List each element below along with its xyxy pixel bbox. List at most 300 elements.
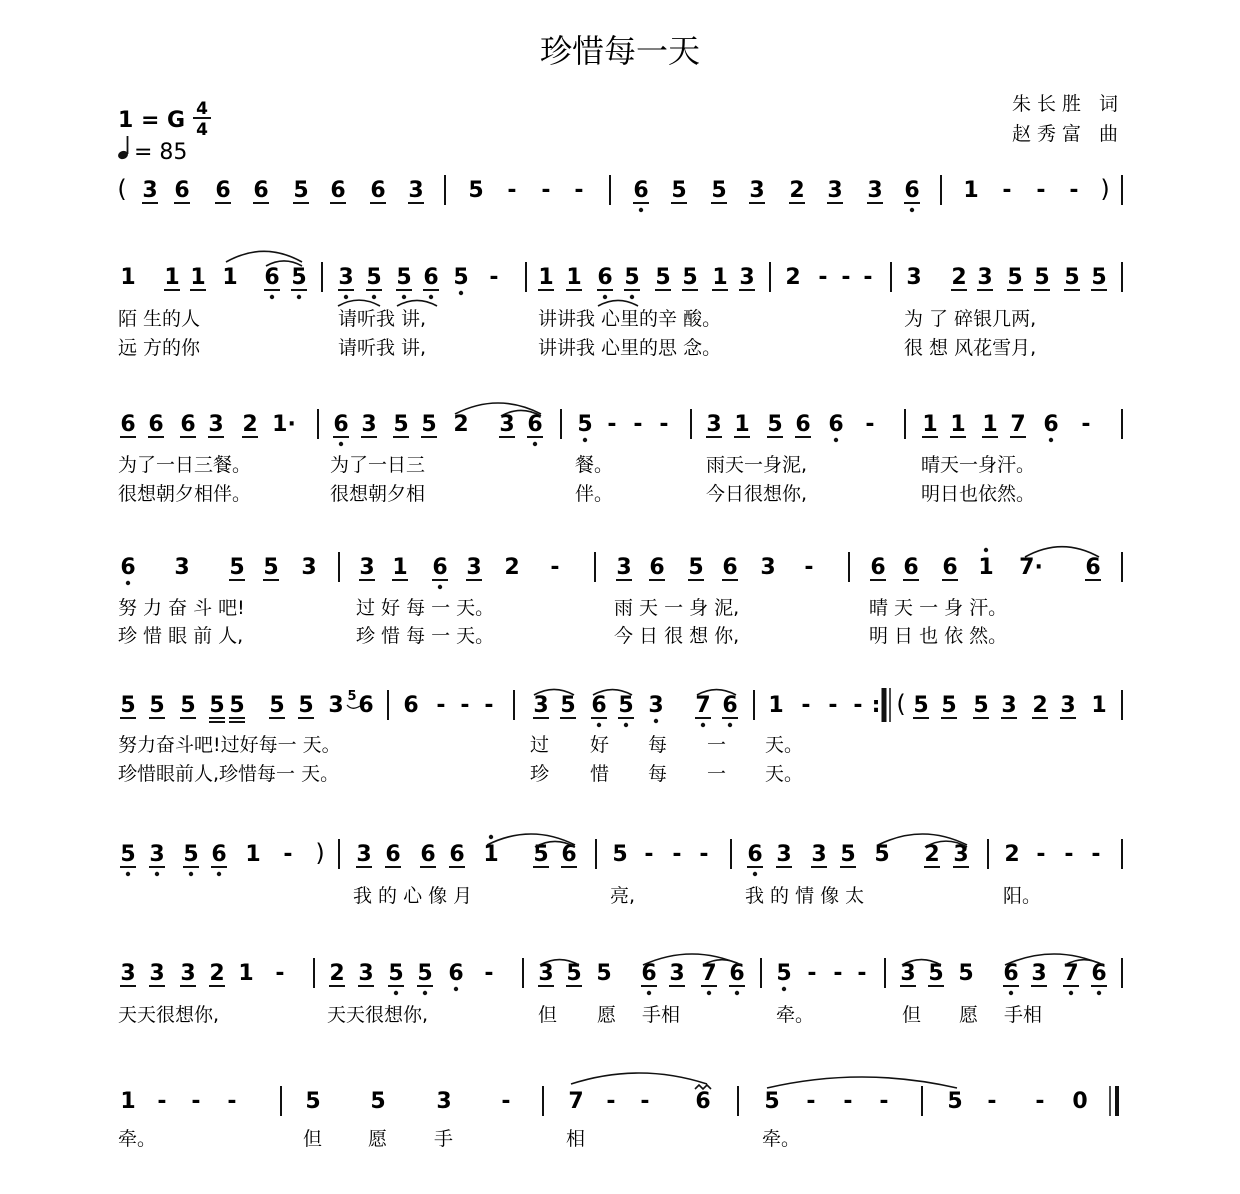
low-octave-dot <box>782 987 786 991</box>
note-digit: 6 <box>180 412 196 437</box>
note-digit: 6 <box>385 842 401 867</box>
lyric-verse-1: 手相 <box>1004 1004 1043 1026</box>
note-digit: 1 <box>922 412 938 437</box>
note-digit: 3 <box>1060 693 1076 718</box>
lyric-verse-1: 但 <box>538 1004 558 1026</box>
low-octave-dot <box>402 295 406 299</box>
lyric-verse-1: 晴 天 一 身 汗。 <box>869 597 1008 619</box>
low-octave-dot <box>735 991 739 995</box>
lyric-verse-1: 牵。 <box>776 1004 815 1026</box>
low-octave-dot <box>630 295 634 299</box>
note-digit: 1 <box>712 265 728 290</box>
sustain-dash: - <box>436 693 446 718</box>
note-digit: 5 <box>688 555 704 580</box>
lyric-verse-2: 每 <box>648 763 668 785</box>
note-digit: 5 <box>1007 265 1023 290</box>
note-digit: 3 <box>1001 693 1017 718</box>
low-octave-dot <box>423 991 427 995</box>
note-digit: 7 <box>1063 961 1079 986</box>
sustain-dash: - <box>818 265 828 290</box>
note-digit: 3 <box>669 961 685 986</box>
sustain-dash: - <box>1036 178 1046 203</box>
note-digit: 5 <box>263 555 279 580</box>
time-signature-top: 4 <box>196 99 208 119</box>
sustain-dash: - <box>484 961 494 986</box>
lyric-verse-2: 天。 <box>765 763 804 785</box>
note-digit: 1 <box>1091 693 1107 718</box>
note-digit: 6 <box>358 693 374 718</box>
note-digit: 2 <box>785 265 801 290</box>
note-digit: 5 <box>577 412 593 437</box>
lyric-verse-1: 阳。 <box>1003 885 1042 907</box>
note-digit: 3 <box>776 842 792 867</box>
slur-arc <box>397 300 437 306</box>
lyric-verse-2: 珍 <box>530 763 550 785</box>
lyric-verse-1: 晴天一身汗。 <box>921 454 1036 476</box>
sustain-dash: - <box>644 842 654 867</box>
bracket-mark: ) <box>1100 175 1110 203</box>
low-octave-dot <box>339 442 343 446</box>
note-digit: 6 <box>904 178 920 203</box>
sustain-dash: - <box>283 842 293 867</box>
note-digit: 3 <box>358 961 374 986</box>
note-digit: 3 <box>359 555 375 580</box>
note-digit: 5 <box>566 961 582 986</box>
low-octave-dot <box>910 208 914 212</box>
note-digit: 5 <box>973 693 989 718</box>
lyric-verse-1: 天天很想你, <box>327 1004 429 1026</box>
sustain-dash: - <box>801 693 811 718</box>
lyric-verse-2: 一 <box>707 763 727 785</box>
lyric-verse-1: 每 <box>648 734 668 756</box>
slur-arc <box>598 300 638 306</box>
note-digit: 5 <box>928 961 944 986</box>
note-digit: 6 <box>722 555 738 580</box>
sustain-dash: - <box>1002 178 1012 203</box>
score-system <box>118 958 1122 1026</box>
lyric-verse-1: 努 力 奋 斗 吧! <box>118 597 245 619</box>
low-octave-dot <box>1009 991 1013 995</box>
sustain-dash: - <box>987 1089 997 1114</box>
note-digit: 6 <box>527 412 543 437</box>
lyric-verse-2: 惜 <box>590 763 610 785</box>
sustain-dash: - <box>841 265 851 290</box>
note-digit: 1 <box>734 412 750 437</box>
sustain-dash: - <box>489 265 499 290</box>
note-digit: 6 <box>747 842 763 867</box>
note-digit: 1 <box>950 412 966 437</box>
note-digit: 5 <box>913 693 929 718</box>
note-digit: 5 <box>149 693 165 718</box>
note-digit: 1 <box>768 693 784 718</box>
low-octave-dot <box>583 438 587 442</box>
note-digit: 3 <box>827 178 843 203</box>
note-digit: 5 <box>1091 265 1107 290</box>
slur-arc <box>338 300 380 306</box>
note-digit: 0 <box>1072 1089 1088 1114</box>
score-systems <box>117 175 1122 1150</box>
low-octave-dot <box>728 723 732 727</box>
low-octave-dot <box>459 291 463 295</box>
lyric-verse-1: 我 的 心 像 月 <box>353 885 473 907</box>
note-digit: 3 <box>149 842 165 867</box>
note-digit: 6 <box>695 1089 711 1114</box>
note-digit: 3 <box>953 842 969 867</box>
sustain-dash: - <box>806 1089 816 1114</box>
low-octave-dot <box>189 872 193 876</box>
bracket-mark: ( <box>896 690 906 718</box>
note-digit: 5 <box>396 265 412 290</box>
note-digit: 5 <box>624 265 640 290</box>
lyric-verse-1: 陌 生的人 <box>118 308 201 330</box>
note-digit: 6 <box>120 412 136 437</box>
lyric-verse-1: 雨 天 一 身 泥, <box>614 597 740 619</box>
low-octave-dot <box>297 295 301 299</box>
note-digit: 3 <box>977 265 993 290</box>
note-digit: 1 <box>982 412 998 437</box>
note-digit: 6 <box>148 412 164 437</box>
lyric-verse-1: 雨天一身泥, <box>706 454 808 476</box>
sustain-dash: - <box>541 178 551 203</box>
lyric-verse-1: 为了一日三餐。 <box>118 454 252 476</box>
grace-note-digit: 5 <box>347 689 357 704</box>
note-digit: 3 <box>338 265 354 290</box>
low-octave-dot <box>1049 438 1053 442</box>
sustain-dash: - <box>606 1089 616 1114</box>
note-digit: 3 <box>867 178 883 203</box>
note-digit: 5 <box>533 842 549 867</box>
note-digit: 5 <box>298 693 314 718</box>
note-digit: 3 <box>208 412 224 437</box>
song-title: 珍惜每一天 <box>539 32 701 70</box>
note-digit: 3 <box>149 961 165 986</box>
lyric-verse-1: 餐。 <box>575 454 614 476</box>
note-digit: 2 <box>1032 693 1048 718</box>
note-digit: 6 <box>1085 555 1101 580</box>
note-digit: 5 <box>388 961 404 986</box>
low-octave-dot <box>834 438 838 442</box>
sustain-dash: - <box>157 1089 167 1114</box>
lyric-verse-1: 我 的 情 像 太 <box>745 885 865 907</box>
note-digit: 2 <box>504 555 520 580</box>
sustain-dash: - <box>640 1089 650 1114</box>
high-octave-dot <box>489 835 493 839</box>
note-digit: : <box>871 693 881 718</box>
sustain-dash: - <box>659 412 669 437</box>
note-digit: 3 <box>301 555 317 580</box>
low-octave-dot <box>597 723 601 727</box>
note-digit: 3 <box>499 412 515 437</box>
sustain-dash: - <box>843 1089 853 1114</box>
lyric-verse-2: 今 日 很 想 你, <box>614 625 740 647</box>
note-digit: 6 <box>649 555 665 580</box>
note-digit: 6 <box>420 842 436 867</box>
low-octave-dot <box>270 295 274 299</box>
quarter-note-icon <box>117 136 129 160</box>
note-digit: 5 <box>874 842 890 867</box>
note-digit: 5 <box>421 412 437 437</box>
sustain-dash: - <box>857 961 867 986</box>
score-system <box>118 1086 1117 1150</box>
note-digit: 1 <box>483 842 499 867</box>
lyric-verse-1: 请听我 讲, <box>338 308 427 330</box>
sustain-dash: - <box>833 961 843 986</box>
lyric-verse-2: 珍 惜 每 一 天。 <box>356 625 495 647</box>
note-digit: 1 <box>245 842 261 867</box>
low-octave-dot <box>429 295 433 299</box>
note-digit: 3 <box>142 178 158 203</box>
sustain-dash: - <box>1069 178 1079 203</box>
lyric-verse-1: 讲讲我 心里的辛 酸。 <box>538 308 722 330</box>
note-digit: 6 <box>370 178 386 203</box>
low-octave-dot <box>155 872 159 876</box>
note-digit: 1 <box>392 555 408 580</box>
lyric-verse-1: 好 <box>590 734 610 756</box>
sustain-dash: - <box>550 555 560 580</box>
note-digit: 6 <box>903 555 919 580</box>
lyric-verse-1: 天。 <box>765 734 804 756</box>
composer-credit: 赵秀富 曲 <box>1012 123 1125 145</box>
note-digit: 3 <box>408 178 424 203</box>
low-octave-dot <box>217 872 221 876</box>
sustain-dash: - <box>828 693 838 718</box>
note-digit: 6 <box>211 842 227 867</box>
note-digit: 7 <box>1010 412 1026 437</box>
note-digit: 5 <box>293 178 309 203</box>
note-digit: 5 <box>1064 265 1080 290</box>
note-digit: 6 <box>561 842 577 867</box>
note-digit: 6 <box>423 265 439 290</box>
sustain-dash: - <box>501 1089 511 1114</box>
lyric-verse-1: 相 <box>566 1128 586 1150</box>
note-digit: 3 <box>538 961 554 986</box>
sustain-dash: - <box>865 412 875 437</box>
note-digit: 6 <box>729 961 745 986</box>
note-digit: 5 <box>229 555 245 580</box>
sustain-dash: - <box>699 842 709 867</box>
note-digit: 5 <box>840 842 856 867</box>
note-digit: 2 <box>242 412 258 437</box>
lyric-verse-1: 过 <box>530 734 550 756</box>
note-digit: 1 <box>120 1089 136 1114</box>
note-digit: 5 <box>655 265 671 290</box>
note-digit: 5 <box>671 178 687 203</box>
lyric-verse-1: 亮, <box>610 885 636 907</box>
note-digit: 2 <box>924 842 940 867</box>
note-digit: 3 <box>120 961 136 986</box>
note-digit: 6 <box>432 555 448 580</box>
note-digit: 5 <box>269 693 285 718</box>
note-digit: 6 <box>330 178 346 203</box>
lyric-verse-2: 远 方的你 <box>118 337 201 359</box>
lyric-verse-1: 一 <box>707 734 727 756</box>
note-digit: 2 <box>329 961 345 986</box>
note-digit: 2 <box>453 412 469 437</box>
score-system <box>117 175 1122 212</box>
sustain-dash: - <box>607 412 617 437</box>
sustain-dash: - <box>227 1089 237 1114</box>
lyric-verse-1: 但 <box>303 1128 323 1150</box>
sustain-dash: - <box>807 961 817 986</box>
lyric-verse-1: 天天很想你, <box>118 1004 220 1026</box>
low-octave-dot <box>639 208 643 212</box>
note-digit: 1 <box>978 555 994 580</box>
note-digit: 3 <box>706 412 722 437</box>
note-digit: 6 <box>591 693 607 718</box>
note-digit: 7· <box>1019 555 1043 580</box>
note-digit: 1 <box>238 961 254 986</box>
bracket-mark: ) <box>315 839 325 867</box>
note-digit: 3 <box>811 842 827 867</box>
sustain-dash: - <box>574 178 584 203</box>
note-digit: 7 <box>695 693 711 718</box>
note-digit: 7 <box>568 1089 584 1114</box>
note-digit: 6 <box>633 178 649 203</box>
sustain-dash: - <box>672 842 682 867</box>
note-digit: 5 <box>958 961 974 986</box>
note-digit: 1 <box>120 265 136 290</box>
note-digit: 3 <box>739 265 755 290</box>
note-digit: 5 <box>417 961 433 986</box>
lyric-verse-2: 明 日 也 依 然。 <box>869 625 1008 647</box>
lyric-verse-2: 很想朝夕相伴。 <box>118 483 252 505</box>
lyric-verse-2: 明日也依然。 <box>921 483 1036 505</box>
lyric-verse-1: 手 <box>434 1128 454 1150</box>
low-octave-dot <box>344 295 348 299</box>
lyric-verse-2: 珍惜眼前人,珍惜每一 天。 <box>118 763 340 785</box>
note-digit: 7 <box>701 961 717 986</box>
note-digit: 3 <box>361 412 377 437</box>
note-digit: 5 <box>366 265 382 290</box>
lyric-verse-2: 珍 惜 眼 前 人, <box>118 625 244 647</box>
lyric-verse-1: 过 好 每 一 天。 <box>356 597 495 619</box>
lyric-verse-2: 讲讲我 心里的思 念。 <box>538 337 722 359</box>
note-digit: 3 <box>328 693 344 718</box>
low-octave-dot <box>603 295 607 299</box>
note-digit: 2 <box>209 961 225 986</box>
lyric-verse-1: 愿 <box>597 1004 617 1026</box>
note-digit: 6 <box>722 693 738 718</box>
lyric-verse-2: 今日很想你, <box>706 483 808 505</box>
note-digit: 1 <box>963 178 979 203</box>
note-digit: 5 <box>947 1089 963 1114</box>
tempo-marking: = 85 <box>134 140 188 165</box>
note-digit: 6 <box>828 412 844 437</box>
low-octave-dot <box>1069 991 1073 995</box>
sustain-dash: - <box>1064 842 1074 867</box>
note-digit: 2 <box>789 178 805 203</box>
note-digit: 5 <box>183 842 199 867</box>
note-digit: 6 <box>1091 961 1107 986</box>
lyric-verse-1: 为了一日三 <box>330 454 426 476</box>
low-octave-dot <box>126 872 130 876</box>
note-digit: 3 <box>749 178 765 203</box>
note-digit: 1 <box>190 265 206 290</box>
note-digit: 5 <box>180 693 196 718</box>
note-digit: 5 <box>1034 265 1050 290</box>
note-digit: 6 <box>253 178 269 203</box>
lyric-verse-1: 努力奋斗吧!过好每一 天。 <box>118 734 341 756</box>
note-digit: 5 <box>764 1089 780 1114</box>
note-digit: 3 <box>533 693 549 718</box>
note-digit: 6 <box>174 178 190 203</box>
bracket-mark: ( <box>117 175 127 203</box>
note-digit: 6 <box>1003 961 1019 986</box>
lyric-verse-2: 请听我 讲, <box>338 337 427 359</box>
note-digit: 3 <box>906 265 922 290</box>
lyric-verse-1: 为 了 碎银几两, <box>904 308 1037 330</box>
note-digit: 5 <box>682 265 698 290</box>
sustain-dash: - <box>804 555 814 580</box>
sustain-dash: - <box>1091 842 1101 867</box>
lyric-verse-2: 伴。 <box>575 483 614 505</box>
note-digit: 5 <box>453 265 469 290</box>
note-digit: 6 <box>870 555 886 580</box>
low-octave-dot <box>707 991 711 995</box>
note-digit: 2 <box>951 265 967 290</box>
note-digit: 5 <box>120 693 136 718</box>
note-digit: 5 <box>209 693 225 718</box>
sustain-dash: - <box>879 1089 889 1114</box>
score-system <box>118 409 1122 505</box>
lyric-verse-2: 很想朝夕相 <box>330 483 426 505</box>
note-digit: 6 <box>264 265 280 290</box>
sustain-dash: - <box>275 961 285 986</box>
lyric-verse-1: 愿 <box>959 1004 979 1026</box>
low-octave-dot <box>372 295 376 299</box>
note-digit: 6 <box>448 961 464 986</box>
sustain-dash: - <box>191 1089 201 1114</box>
note-digit: 5 <box>229 693 245 718</box>
slur-arc <box>767 1077 957 1088</box>
score-system <box>118 262 1122 359</box>
low-octave-dot <box>753 872 757 876</box>
sustain-dash: - <box>1035 1089 1045 1114</box>
note-digit: 5 <box>393 412 409 437</box>
note-digit: 3 <box>760 555 776 580</box>
sustain-dash: - <box>1036 842 1046 867</box>
lyric-verse-1: 手相 <box>642 1004 681 1026</box>
low-octave-dot <box>454 987 458 991</box>
low-octave-dot <box>647 991 651 995</box>
sustain-dash: - <box>484 693 494 718</box>
note-digit: 5 <box>596 961 612 986</box>
low-octave-dot <box>1097 991 1101 995</box>
sustain-dash: - <box>863 265 873 290</box>
key-signature: 1 = G <box>118 108 186 133</box>
note-digit: 5 <box>776 961 792 986</box>
note-digit: 5 <box>370 1089 386 1114</box>
note-digit: 3 <box>174 555 190 580</box>
note-digit: 5 <box>767 412 783 437</box>
note-digit: 5 <box>305 1089 321 1114</box>
low-octave-dot <box>533 442 537 446</box>
note-digit: 1· <box>272 412 296 437</box>
note-digit: 6 <box>333 412 349 437</box>
sustain-dash: - <box>853 693 863 718</box>
note-digit: 6 <box>641 961 657 986</box>
note-digit: 5 <box>711 178 727 203</box>
slur-arc <box>226 251 302 262</box>
note-digit: 3 <box>1031 961 1047 986</box>
note-digit: 6 <box>215 178 231 203</box>
note-digit: 3 <box>436 1089 452 1114</box>
low-octave-dot <box>654 719 658 723</box>
lyric-verse-1: 但 <box>902 1004 922 1026</box>
slur-arc <box>571 1073 707 1084</box>
score-system <box>120 835 1122 907</box>
lyric-verse-1: 牵。 <box>762 1128 801 1150</box>
